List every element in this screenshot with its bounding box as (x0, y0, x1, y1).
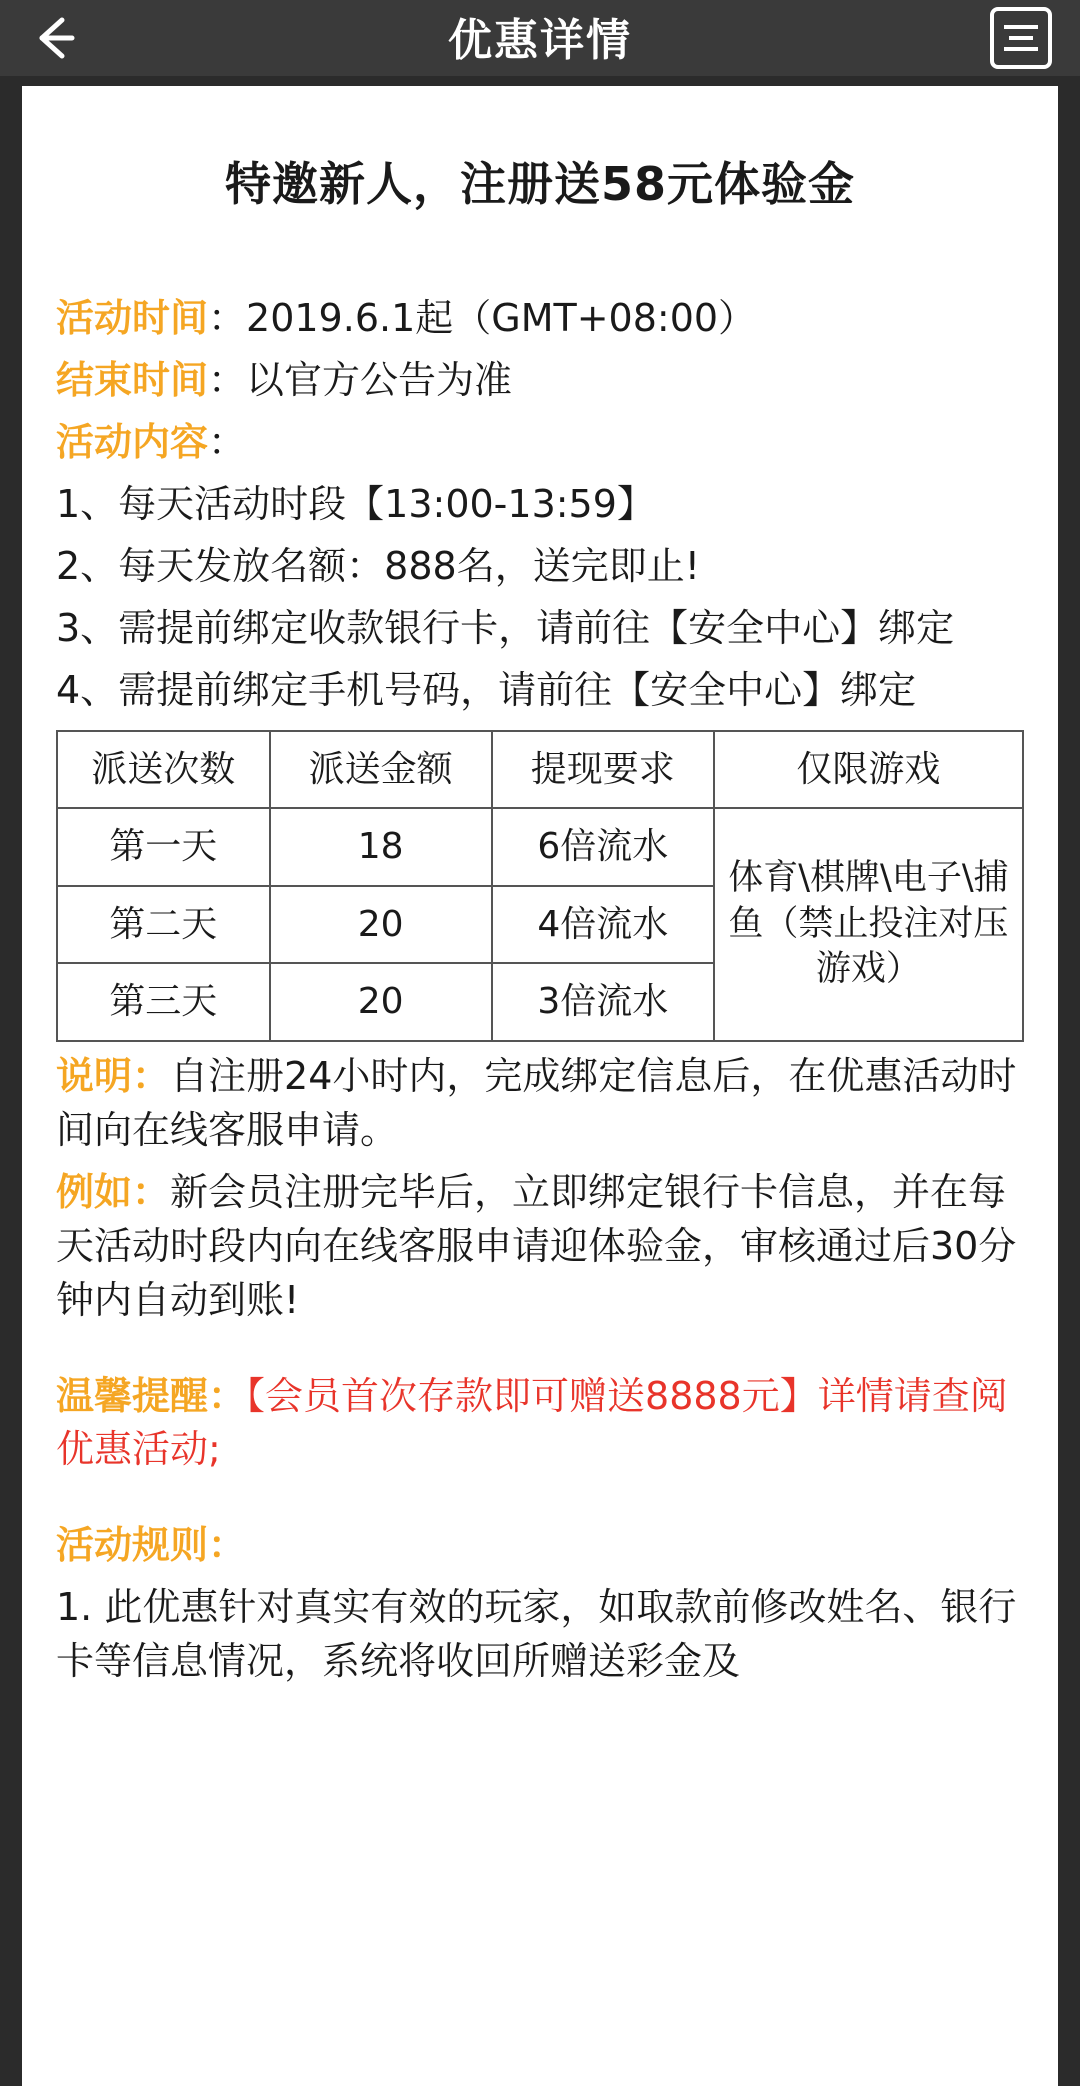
example-row (56, 1166, 1024, 1328)
example-label: 例如： (56, 1169, 171, 1214)
content-item: 3、需提前绑定收款银行卡，请前往【安全中心】绑定 (56, 605, 955, 650)
table-cell-requirement: 4倍流水 (492, 886, 714, 964)
promo-time-row (56, 292, 1024, 346)
promo-detail-card (22, 86, 1058, 2086)
note-label: 说明： (56, 1053, 171, 1098)
example-text: 新会员注册完毕后，立即绑定银行卡信息，并在每天活动时段内向在线客服申请迎体验金，审核通过后30分钟内自动到账! (56, 1169, 1017, 1322)
back-arrow-icon[interactable] (28, 10, 84, 66)
content-item: 4、需提前绑定手机号码，请前往【安全中心】绑定 (56, 667, 917, 712)
promo-time-value: 2019.6.1起（GMT+08:00） (246, 296, 757, 340)
promo-end-value: 以官方公告为准 (246, 357, 513, 402)
tip-row (56, 1370, 1024, 1478)
table-cell-day: 第一天 (57, 808, 270, 886)
table-cell-day: 第二天 (57, 886, 270, 964)
table-header-cell: 仅限游戏 (714, 731, 1023, 809)
promo-content-row (56, 416, 1024, 470)
tip-text: 【会员首次存款即可赠送8888元】详情请查阅优惠活动; (56, 1373, 1008, 1472)
rules-text: 1. 此优惠针对真实有效的玩家，如取款前修改姓名、银行卡等信息情况，系统将收回所赠送彩金及 (56, 1585, 1017, 1684)
table-cell-amount: 18 (270, 808, 492, 886)
tip-label: 温馨提醒： (56, 1373, 247, 1418)
table-header-row (57, 731, 1023, 809)
page-title: 优惠详情 (448, 15, 632, 66)
table-cell-requirement: 6倍流水 (492, 808, 714, 886)
promo-title: 特邀新人，注册送58元体验金 (224, 157, 855, 211)
top-bar (0, 0, 1080, 76)
table-cell-games: 体育\棋牌\电子\捕鱼（禁止投注对压游戏） (714, 808, 1023, 1041)
promo-end-row (56, 354, 1024, 408)
content-item: 1、每天活动时段【13:00-13:59】 (56, 481, 655, 526)
menu-list-icon[interactable] (990, 7, 1052, 69)
table-header-cell: 派送次数 (57, 731, 270, 809)
promo-table (56, 730, 1024, 1042)
table-cell-amount: 20 (270, 886, 492, 964)
rules-label: 活动规则： (56, 1523, 247, 1568)
promo-end-sep: ： (208, 357, 247, 402)
table-header-cell: 提现要求 (492, 731, 714, 809)
promo-content-label: 活动内容 (56, 419, 209, 464)
note-text: 自注册24小时内，完成绑定信息后，在优惠活动时间向在线客服申请。 (56, 1053, 1017, 1152)
table-cell-amount: 20 (270, 963, 492, 1041)
table-row (57, 808, 1023, 886)
promo-time-label: 活动时间 (56, 296, 209, 340)
rules-heading (56, 1519, 1024, 1573)
table-cell-requirement: 3倍流水 (492, 963, 714, 1041)
promo-end-label: 结束时间 (56, 357, 209, 402)
promo-content-sep: ： (208, 419, 247, 464)
content-item: 2、每天发放名额：888名，送完即止! (56, 543, 700, 588)
table-header-cell: 派送金额 (270, 731, 492, 809)
note-row (56, 1050, 1024, 1158)
promo-time-sep: ： (208, 296, 247, 340)
table-cell-day: 第三天 (57, 963, 270, 1041)
